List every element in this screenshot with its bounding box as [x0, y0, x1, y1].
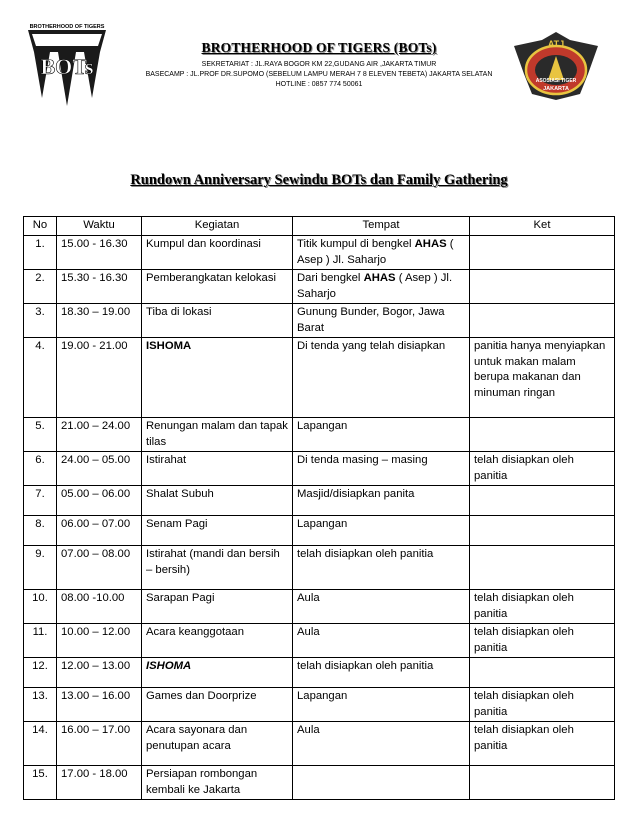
cell-kegiatan [142, 338, 293, 418]
cell-no: 1. [24, 236, 57, 270]
cell-ket [470, 270, 615, 304]
cell-ket [470, 418, 615, 452]
cell-no: 11. [24, 624, 57, 658]
org-name: BROTHERHOOD OF TIGERS (BOTs) [201, 40, 437, 55]
tempat-pre: telah disiapkan oleh panitia [297, 548, 434, 560]
tempat-pre: Gunung Bunder, Bogor, Jawa Barat [297, 306, 445, 334]
cell-tempat [293, 624, 470, 658]
cell-waktu: 17.00 - 18.00 [57, 766, 142, 800]
tempat-pre: Aula [297, 724, 320, 736]
document-title: Rundown Anniversary Sewindu BOTs dan Family Gathering [130, 172, 508, 188]
cell-waktu: 21.00 – 24.00 [57, 418, 142, 452]
kegiatan-text: Games dan Doorprize [146, 690, 257, 702]
cell-ket [470, 546, 615, 590]
cell-tempat [293, 516, 470, 546]
cell-no: 2. [24, 270, 57, 304]
cell-kegiatan [142, 766, 293, 800]
tempat-post: ( Asep ) Jl. Saharjo [297, 238, 454, 266]
col-header-ket: Ket [470, 217, 615, 236]
cell-no: 12. [24, 658, 57, 688]
cell-tempat [293, 236, 470, 270]
cell-ket [470, 766, 615, 800]
cell-kegiatan [142, 486, 293, 516]
tempat-bold: AHAS [363, 272, 396, 284]
basecamp-address: BASECAMP : JL.PROF DR.SUPOMO (SEBELUM LAMPU MERAH 7 8 ELEVEN TEBETA) JAKARTA SELATAN [145, 71, 493, 78]
cell-waktu: 18.30 – 19.00 [57, 304, 142, 338]
col-header-waktu: Waktu [57, 217, 142, 236]
cell-no: 6. [24, 452, 57, 486]
cell-no: 5. [24, 418, 57, 452]
cell-waktu: 07.00 – 08.00 [57, 546, 142, 590]
cell-kegiatan [142, 624, 293, 658]
letterhead [0, 0, 638, 110]
cell-kegiatan [142, 452, 293, 486]
cell-waktu: 06.00 – 07.00 [57, 516, 142, 546]
table-row [24, 658, 615, 688]
cell-ket: telah disiapkan oleh panitia [470, 722, 615, 766]
cell-tempat [293, 546, 470, 590]
cell-tempat [293, 418, 470, 452]
kegiatan-text: Istirahat [146, 454, 187, 466]
tempat-pre: Di tenda masing – masing [297, 454, 428, 466]
col-header-tempat: Tempat [293, 217, 470, 236]
cell-waktu: 19.00 - 21.00 [57, 338, 142, 418]
kegiatan-text: Acara sayonara dan penutupan acara [146, 724, 248, 752]
table-row [24, 338, 615, 418]
cell-waktu: 15.30 - 16.30 [57, 270, 142, 304]
cell-ket [470, 516, 615, 546]
kegiatan-text: Sarapan Pagi [146, 592, 215, 604]
table-row [24, 546, 615, 590]
kegiatan-text: Shalat Subuh [146, 488, 214, 500]
tempat-pre: Masjid/disiapkan panita [297, 488, 415, 500]
cell-no: 14. [24, 722, 57, 766]
cell-kegiatan [142, 516, 293, 546]
cell-waktu: 08.00 -10.00 [57, 590, 142, 624]
table-row [24, 452, 615, 486]
cell-ket [470, 486, 615, 516]
cell-tempat [293, 270, 470, 304]
cell-kegiatan [142, 590, 293, 624]
tempat-pre: Aula [297, 626, 320, 638]
cell-kegiatan [142, 270, 293, 304]
cell-waktu: 10.00 – 12.00 [57, 624, 142, 658]
cell-waktu: 24.00 – 05.00 [57, 452, 142, 486]
tempat-pre: telah disiapkan oleh panitia [297, 660, 434, 672]
table-row [24, 590, 615, 624]
cell-kegiatan [142, 418, 293, 452]
tempat-pre: Lapangan [297, 420, 348, 432]
cell-tempat [293, 688, 470, 722]
cell-kegiatan [142, 304, 293, 338]
table-row [24, 516, 615, 546]
table-row [24, 270, 615, 304]
cell-tempat [293, 486, 470, 516]
kegiatan-text: ISHOMA [146, 340, 192, 352]
cell-tempat [293, 304, 470, 338]
table-row [24, 722, 615, 766]
cell-tempat [293, 452, 470, 486]
kegiatan-text: Acara keanggotaan [146, 626, 244, 638]
kegiatan-text: Senam Pagi [146, 518, 208, 530]
tempat-pre: Titik kumpul di bengkel [297, 238, 415, 250]
tempat-pre: Di tenda yang telah disiapkan [297, 340, 446, 352]
hotline: HOTLINE : 0857 774 50061 [275, 81, 363, 88]
table-row [24, 418, 615, 452]
secretariat-address: SEKRETARIAT : JL.RAYA BOGOR KM 22,GUDANG AIR ,JAKARTA TIMUR [201, 61, 437, 68]
table-row [24, 688, 615, 722]
cell-kegiatan [142, 546, 293, 590]
kegiatan-text: Pemberangkatan kelokasi [146, 272, 276, 284]
cell-ket [470, 658, 615, 688]
cell-no: 10. [24, 590, 57, 624]
table-row [24, 304, 615, 338]
cell-kegiatan [142, 658, 293, 688]
kegiatan-text: Persiapan rombongan kembali ke Jakarta [146, 768, 258, 796]
kegiatan-text: Istirahat (mandi dan bersih – bersih) [146, 548, 280, 576]
cell-kegiatan [142, 688, 293, 722]
kegiatan-text: ISHOMA [146, 660, 192, 672]
cell-no: 8. [24, 516, 57, 546]
cell-waktu: 13.00 – 16.00 [57, 688, 142, 722]
tempat-bold: AHAS [414, 238, 447, 250]
table-header-row [24, 217, 615, 236]
col-header-kegiatan: Kegiatan [142, 217, 293, 236]
cell-tempat [293, 722, 470, 766]
tempat-pre: Dari bengkel [297, 272, 364, 284]
tempat-pre: Lapangan [297, 518, 348, 530]
cell-tempat [293, 590, 470, 624]
kegiatan-text: Renungan malam dan tapak tilas [146, 420, 288, 448]
tempat-post: ( Asep ) Jl. Saharjo [297, 272, 453, 300]
atj-logo-top: ATJ [547, 39, 565, 49]
tempat-pre: Lapangan [297, 690, 348, 702]
table-row [24, 486, 615, 516]
cell-tempat [293, 658, 470, 688]
atj-logo [512, 32, 600, 102]
cell-ket: telah disiapkan oleh panitia [470, 688, 615, 722]
cell-ket: telah disiapkan oleh panitia [470, 590, 615, 624]
cell-waktu: 15.00 - 16.30 [57, 236, 142, 270]
cell-waktu: 05.00 – 06.00 [57, 486, 142, 516]
table-row [24, 766, 615, 800]
cell-kegiatan [142, 236, 293, 270]
cell-no: 3. [24, 304, 57, 338]
atj-logo-line2: JAKARTA [543, 86, 569, 92]
cell-waktu: 16.00 – 17.00 [57, 722, 142, 766]
kegiatan-text: Tiba di lokasi [146, 306, 212, 318]
col-header-no: No [24, 217, 57, 236]
bots-logo-text: BOTs [40, 54, 94, 79]
kegiatan-text: Kumpul dan koordinasi [146, 238, 261, 250]
cell-waktu: 12.00 – 13.00 [57, 658, 142, 688]
cell-no: 13. [24, 688, 57, 722]
bots-logo-caption: BROTHERHOOD OF TIGERS [29, 24, 105, 30]
cell-ket: telah disiapkan oleh panitia [470, 624, 615, 658]
cell-ket [470, 236, 615, 270]
rundown-table [23, 216, 615, 800]
cell-no: 9. [24, 546, 57, 590]
cell-no: 15. [24, 766, 57, 800]
cell-tempat [293, 338, 470, 418]
cell-ket [470, 304, 615, 338]
cell-ket: panitia hanya menyiapkan untuk makan malam berupa makanan dan minuman ringan [470, 338, 615, 418]
table-row [24, 236, 615, 270]
cell-kegiatan [142, 722, 293, 766]
cell-no: 4. [24, 338, 57, 418]
atj-logo-line1: ASOSIASI TIGER [535, 78, 577, 84]
table-row [24, 624, 615, 658]
cell-no: 7. [24, 486, 57, 516]
cell-ket: telah disiapkan oleh panitia [470, 452, 615, 486]
tempat-pre: Aula [297, 592, 320, 604]
cell-tempat [293, 766, 470, 800]
